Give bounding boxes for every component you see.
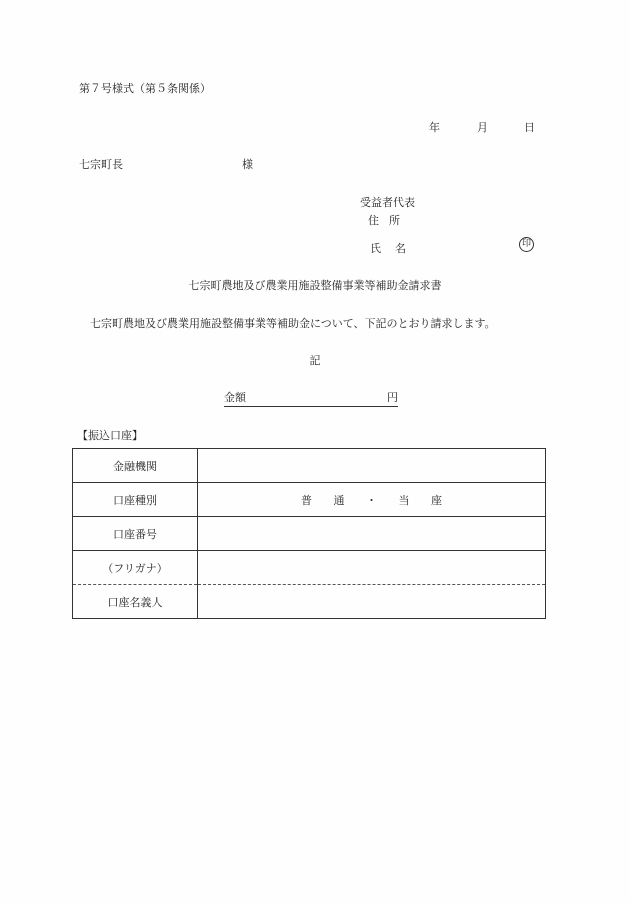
account-table xyxy=(72,448,546,619)
representative-label: 受益者代表 xyxy=(360,196,415,209)
account-number-field[interactable] xyxy=(198,517,546,551)
bank-name-field[interactable] xyxy=(198,449,546,483)
document-title: 七宗町農地及び農業用施設整備事業等補助金請求書 xyxy=(188,279,442,292)
furigana-field[interactable] xyxy=(198,551,546,585)
table-row xyxy=(73,483,546,517)
bank-name-label: 金融機関 xyxy=(73,449,198,483)
furigana-label: （フリガナ） xyxy=(73,551,198,585)
date-year-label: 年 xyxy=(429,121,440,134)
account-type-label: 口座種別 xyxy=(73,483,198,517)
table-row xyxy=(73,517,546,551)
seal-mark: 印 xyxy=(519,237,534,252)
table-row xyxy=(73,551,546,585)
account-type-field[interactable] xyxy=(198,483,546,517)
amount-field[interactable] xyxy=(224,389,398,407)
addressee: 七宗町長 xyxy=(79,158,123,171)
ki-heading: 記 xyxy=(309,354,321,367)
account-holder-field[interactable] xyxy=(198,585,546,619)
account-type-char: 普 xyxy=(301,493,312,507)
account-number-label: 口座番号 xyxy=(73,517,198,551)
document-body: 七宗町農地及び農業用施設整備事業等補助金について、下記のとおり請求します。 xyxy=(90,317,496,330)
account-type-char: 座 xyxy=(431,493,442,507)
account-type-char: 当 xyxy=(398,493,410,507)
amount-unit: 円 xyxy=(387,391,398,404)
account-holder-label: 口座名義人 xyxy=(73,585,198,619)
amount-label: 金額 xyxy=(224,391,246,404)
address-label: 住所 xyxy=(368,214,410,227)
account-type-separator: ・ xyxy=(366,493,377,507)
account-heading: 【振込口座】 xyxy=(77,429,143,442)
honorific: 様 xyxy=(242,158,253,171)
account-type-char: 通 xyxy=(333,493,345,507)
table-row xyxy=(73,585,546,619)
date-day-label: 日 xyxy=(524,121,535,134)
name-label: 氏名 xyxy=(370,242,420,255)
form-number: 第７号様式（第５条関係） xyxy=(79,82,211,95)
date-month-label: 月 xyxy=(477,121,488,134)
table-row xyxy=(73,449,546,483)
